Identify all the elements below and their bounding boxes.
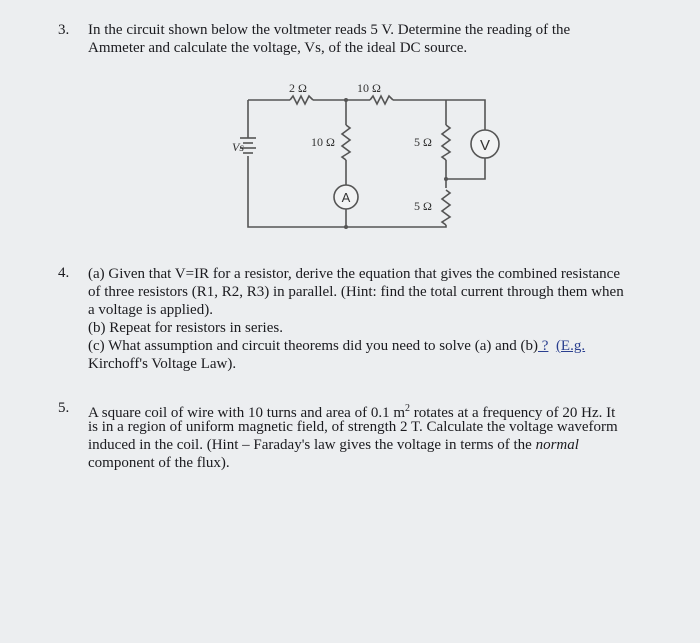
resistor-5ohm-bottom [442,190,450,225]
resistor-label: 10 Ω [357,81,381,95]
question-text: component of the flux). [88,455,230,471]
resistor-5ohm-top [442,125,450,160]
italic-text: normal [535,437,579,453]
voltmeter-label: V [479,137,491,154]
question-text: (a) Given that V=IR for a resistor, derive the equation that gives the combined resistance [88,266,620,282]
resistor-10ohm-middle [342,125,350,160]
resistor-2ohm [290,96,313,104]
superscript: 2 [405,403,410,414]
resistor-label: 2 Ω [289,81,307,95]
question-number: 4. [58,265,70,281]
source-label: Vs [232,140,244,154]
resistor-label: 5 Ω [414,135,432,149]
question-text: Ammeter and calculate the voltage, Vs, of the ideal DC source. [88,40,468,56]
resistor-10ohm-top [370,96,393,104]
text: induced in the coil. (Hint – Faraday's law gives the voltage in terms of the [88,437,536,453]
question-text: (b) Repeat for resistors in series. [88,320,283,336]
question-number: 3. [58,22,70,38]
question-number: 5. [58,400,70,416]
resistor-label: 10 Ω [311,135,335,149]
spell-check-mark: ? [538,338,549,354]
question-text [88,337,585,355]
resistor-label: 5 Ω [414,199,432,213]
question-text: a voltage is applied). [88,302,213,318]
question-text: Kirchoff's Voltage Law). [88,356,237,372]
text: A square coil of wire with 10 turns and area of 0.1 m [88,405,405,421]
spell-check-mark: (E.g. [555,338,586,354]
ammeter-label: A [341,190,351,205]
text: rotates at a frequency of 20 Hz. It [410,405,616,421]
question-text [88,436,579,454]
question-text: In the circuit shown below the voltmeter reads 5 V. Determine the reading of the [88,22,571,38]
text: (c) What assumption and circuit theorems did you need to solve (a) and (b) [88,338,539,354]
question-text: is in a region of uniform magnetic field, of strength 2 T. Calculate the voltage waveform [88,419,618,435]
question-text: of three resistors (R1, R2, R3) in parallel. (Hint: find the total current through them when [88,284,624,300]
